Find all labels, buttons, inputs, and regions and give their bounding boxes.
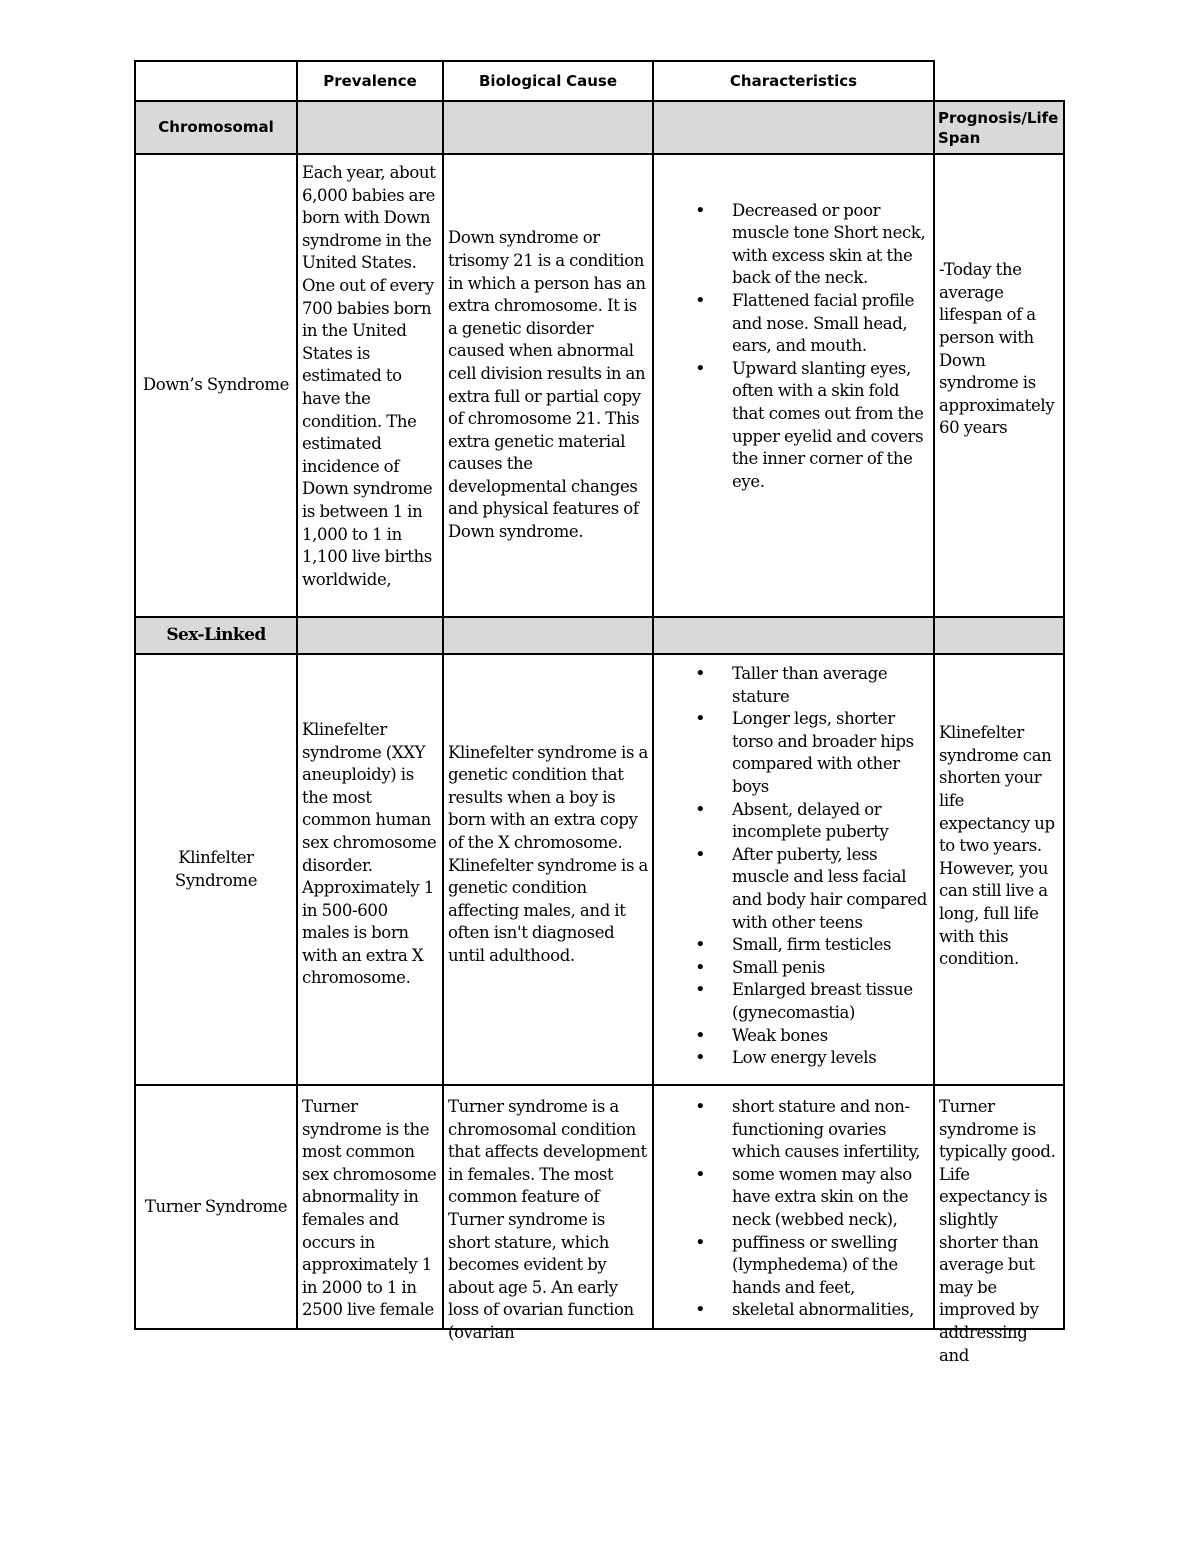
list-item: • Small, firm testicles xyxy=(658,934,929,957)
list-item: • some women may also have extra skin on the neck (webbed neck), xyxy=(658,1164,929,1232)
header-empty-cell xyxy=(134,60,298,102)
klinefelter-biological-cause xyxy=(442,653,654,1086)
down-cause-text: Down syndrome or trisomy 21 is a condition in which a person has an extra chromosome. It is a genetic disorder caused when abnormal cell division results in an extra full or partial copy of chromosome 21. This extra genetic material causes the developmental changes and physical features of Down syndrome. xyxy=(448,228,646,542)
list-item: • short stature and non-functioning ovaries which causes infertility, xyxy=(658,1096,929,1164)
down-characteristics-list xyxy=(658,200,929,494)
row-label-klinefelter: Klinfelter Syndrome xyxy=(134,653,298,1086)
list-item: • Longer legs, shorter torso and broader hips compared with other boys xyxy=(658,708,929,798)
list-item: • Low energy levels xyxy=(658,1047,929,1070)
list-item: • Small penis xyxy=(658,957,929,980)
section-sex-linked-filler xyxy=(296,616,444,655)
down-prevalence: Each year, about 6,000 babies are born with Down syndrome in the United States. One out of every 700 babies born in the United States is estimated to have the condition. The estimated incidence of Down syndrome is between 1 in 1,000 to 1 in 1,100 live births worldwide, xyxy=(296,153,444,618)
list-item: • After puberty, less muscle and less facial and body hair compared with other teens xyxy=(658,844,929,934)
section-sex-linked-filler xyxy=(442,616,654,655)
list-item: • puffiness or swelling (lymphedema) of the hands and feet, xyxy=(658,1232,929,1300)
header-characteristics: Characteristics xyxy=(652,60,935,102)
section-sex-linked: Sex-Linked xyxy=(134,616,298,655)
list-item: • Weak bones xyxy=(658,1025,929,1048)
section-chromosomal: Chromosomal xyxy=(134,100,298,155)
section-chromosomal-filler xyxy=(296,100,444,155)
klinefelter-characteristics xyxy=(652,653,935,1086)
klinefelter-characteristics-list xyxy=(658,663,929,1070)
row-label-turner: Turner Syndrome xyxy=(134,1084,298,1330)
list-item: • Flattened facial profile and nose. Small head, ears, and mouth. xyxy=(658,290,929,358)
row-label-down-syndrome: Down’s Syndrome xyxy=(134,153,298,618)
list-item: • Absent, delayed or incomplete puberty xyxy=(658,799,929,844)
section-chromosomal-filler xyxy=(442,100,654,155)
list-item: • Upward slanting eyes, often with a skin fold that comes out from the upper eyelid and covers the inner corner of the eye. xyxy=(658,358,929,494)
turner-characteristics xyxy=(652,1084,935,1330)
header-biological-cause: Biological Cause xyxy=(442,60,654,102)
klinefelter-prevalence xyxy=(296,653,444,1086)
turner-biological-cause: Turner syndrome is a chromosomal condition that affects development in females. The most common feature of Turner syndrome is short stature, which becomes evident by about age 5. An early loss of ovarian function (ovarian xyxy=(442,1084,654,1330)
turner-prevalence: Turner syndrome is the most common sex chromosome abnormality in females and occurs in approximately 1 in 2000 to 1 in 2500 live female xyxy=(296,1084,444,1330)
down-biological-cause xyxy=(442,153,654,618)
header-prevalence: Prevalence xyxy=(296,60,444,102)
section-sex-linked-filler xyxy=(933,616,1065,655)
section-chromosomal-filler xyxy=(652,100,935,155)
down-prognosis-text: -Today the average lifespan of a person with Down syndrome is approximately 60 years xyxy=(939,260,1055,438)
klinefelter-cause-text: Klinefelter syndrome is a genetic condition that results when a boy is born with an extra copy of the X chromosome. Klinefelter syndrome is a genetic condition affecting males, and it often isn't diagnosed until adulthood. xyxy=(448,742,648,965)
down-characteristics xyxy=(652,153,935,618)
klinefelter-prevalence-text: Klinefelter syndrome (XXY aneuploidy) is the most common human sex chromosome disorder. Approximately 1 in 500-600 males is born with an extra X chromosome. xyxy=(302,719,437,988)
list-item: • Decreased or poor muscle tone Short neck, with excess skin at the back of the neck. xyxy=(658,200,929,290)
section-sex-linked-filler xyxy=(652,616,935,655)
klinefelter-prognosis xyxy=(933,653,1065,1086)
list-item: • Enlarged breast tissue (gynecomastia) xyxy=(658,979,929,1024)
klinefelter-prognosis-text: Klinefelter syndrome can shorten your life expectancy up to two years. However, you can still live a long, full life with this condition. xyxy=(939,723,1055,969)
list-item: • skeletal abnormalities, xyxy=(658,1299,929,1322)
header-prognosis: Prognosis/Life Span xyxy=(933,100,1065,155)
turner-characteristics-list xyxy=(658,1096,929,1322)
list-item: • Taller than average stature xyxy=(658,663,929,708)
down-prognosis xyxy=(933,153,1065,618)
turner-prognosis: Turner syndrome is typically good. Life expectancy is slightly shorter than average but may be improved by addressing and xyxy=(933,1084,1065,1330)
